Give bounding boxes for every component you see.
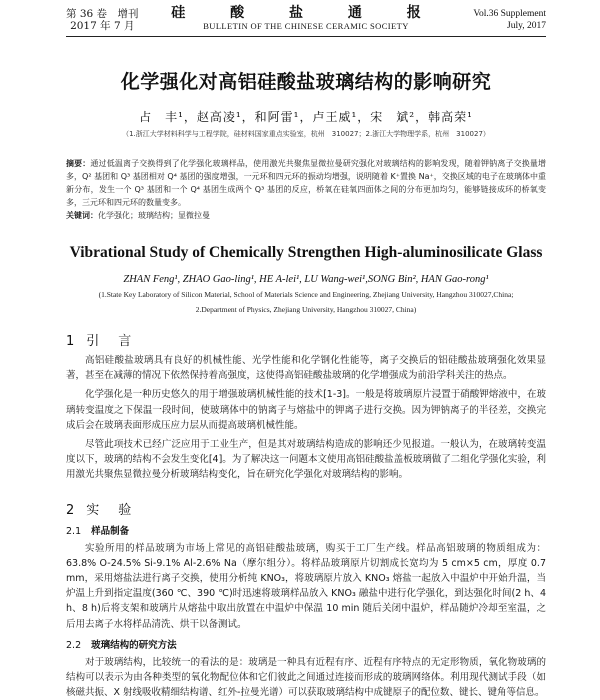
abstract-text: 通过低温离子交换得到了化学强化玻璃样品，使用激光共聚焦显微拉曼研究强化对玻璃结构的影响发现，随着钾钠离子交换量增多，Q² 基团和 Q³ 基团相对 Q⁴ 基团的强度增强，一元环和四元环的振动均增强，说明随着 K⁺置换 Na⁺，交换区域的电子在玻璃体中重新分布，发生一个 Q³ 基团和一个 Q⁴ 基团生成两个 Q³ 基团的反应，桥氧在硅氧四面体之间的分布更加均匀，能够链接成环的桥氧变多，三元环和四元环的数量变多。 (66, 159, 547, 207)
subsection-heading-methods (66, 637, 546, 651)
subsection-title: 样品制备 (91, 525, 130, 537)
section-heading-intro (66, 330, 546, 349)
affiliation-en-1: (1.State Key Laboratory of Silicon Material, School of Materials Science and Engineering, Zhejiang University, Hangzhou 310027,China; (98, 290, 514, 299)
date-cn: 2017 年 7 月 (70, 20, 135, 32)
volume-en: Vol.36 Supplement (473, 9, 546, 19)
header-volume-en (473, 8, 546, 32)
subsection-number: 2.1 (66, 525, 82, 537)
author-list-en: ZHAN Feng¹, ZHAO Gao-ling¹, HE A-lei¹, LU Wang-wei¹,SONG Bin², HAN Gao-rong¹ (123, 274, 489, 285)
subsection-heading-sample-prep (66, 523, 546, 537)
volume-cn: 第 36 卷 增刊 (66, 8, 139, 20)
section-title: 实 验 (86, 502, 135, 518)
keywords-text: 化学强化；玻璃结构；显微拉曼 (98, 211, 210, 220)
running-header (66, 0, 546, 37)
subsection-number: 2.2 (66, 639, 82, 651)
section-heading-experiment (66, 499, 546, 518)
author-list-cn: 占 丰¹，赵高凌¹，和阿雷¹，卢王威¹，宋 斌²，韩高荣¹ (139, 110, 473, 124)
intro-paragraph-2: 化学强化是一种历史悠久的用于增强玻璃机械性能的技术[1-3]。一般是将玻璃原片浸置于硝酸钾熔液中，在玻璃转变温度之下保温一段时间，使玻璃体中的钠离子与熔盐中的钾离子进行交换。因为钾钠离子的半径差，交换完成后会在玻璃表面形成压应力层从而提高玻璃机械性能。 (66, 389, 546, 431)
paper-title-en: Vibrational Study of Chemically Strengthen High-aluminosilicate Glass (69, 244, 543, 261)
section-number: 2 (66, 502, 75, 518)
intro-paragraph-1: 高铝硅酸盐玻璃具有良好的机械性能、光学性能和化学钢化性能等，离子交换后的铝硅酸盐玻璃强化效果显著，甚至在减薄的情况下依然保持着高强度，这使得高铝硅酸盐玻璃的化学增强成为前沿学科关注的热点。 (66, 355, 546, 382)
subsection-title: 玻璃结构的研究方法 (91, 639, 177, 651)
sample-prep-paragraph: 实验所用的样品玻璃为市场上常见的高铝硅酸盐玻璃，购买于工厂生产线。样品高铝玻璃的物质组成为：63.8% O-24.5% Si-9.1% Al-2.6% Na（摩尔组分）。将样品玻璃原片切割成长宽均为 5 cm×5 cm，厚度 0.7 mm，采用熔盐法进行离子交换，使用分析纯 KNO₃，将玻璃原片放入 KNO₃ 熔盐一起放入中温炉中开始升温，当炉温上升到指定温度(360 ℃、390 ℃)时迅速将玻璃样品放入 KNO₃ 融盐中进行化学强化，到达强化时间(2 h、4 h、8 h)后将支架和玻璃片从熔盐中取出放置在中温炉中保温 10 min 随后关闭中温炉，样品随炉冷却至室温，之后用去离子水将样品清洗、烘干以备测试。 (66, 542, 546, 630)
methods-paragraph: 对于玻璃结构，比较统一的看法的是：玻璃是一种具有近程有序、近程有序特点的无定形物质，氧化物玻璃的结构可以表示为由各种类型的氧化物配位体和它们彼此之间通过连接而形成的玻璃网络体。利用现代测试手段（如核磁共振、X 射线吸收精细结构谱、红外-拉曼光谱）可以获取玻璃结构中成键原子的配位数、键长、键角等信息。 (66, 656, 546, 699)
keywords-cn (66, 209, 546, 222)
section-number: 1 (66, 334, 75, 349)
intro-paragraph-3: 尽管此项技术已经广泛应用于工业生产，但是其对玻璃结构造成的影响还少见报道。一般认为，在玻璃转变温度以下，玻璃的结构不会发生变化[4]。为了解决这一问题本文使用高铝硅酸盐盖板玻璃做了二组化学强化实验，利用激光共聚焦显微拉曼分析玻璃结构变化，旨在研究化学强化对玻璃结构的影响。 (66, 439, 546, 481)
journal-name-cn: 硅 酸 盐 通 报 (171, 5, 441, 21)
keywords-label: 关键词： (66, 211, 98, 220)
section-title: 引 言 (86, 334, 135, 349)
paper-title-cn: 化学强化对高铝硅酸盐玻璃结构的影响研究 (120, 71, 492, 93)
header-volume-cn (66, 8, 139, 32)
abstract-cn (66, 157, 546, 209)
affiliation-cn: （1.浙江大学材料科学与工程学院，硅材料国家重点实验室，杭州 310027；2.浙江大学物理学系，杭州 310027） (122, 130, 490, 138)
affiliation-en-2: 2.Department of Physics, Zhejiang University, Hangzhou 310027, China) (195, 305, 417, 314)
abstract-label: 摘要： (66, 159, 91, 168)
journal-name-en: BULLETIN OF THE CHINESE CERAMIC SOCIETY (203, 21, 409, 31)
journal-name (156, 6, 456, 32)
date-en: July, 2017 (507, 21, 546, 31)
